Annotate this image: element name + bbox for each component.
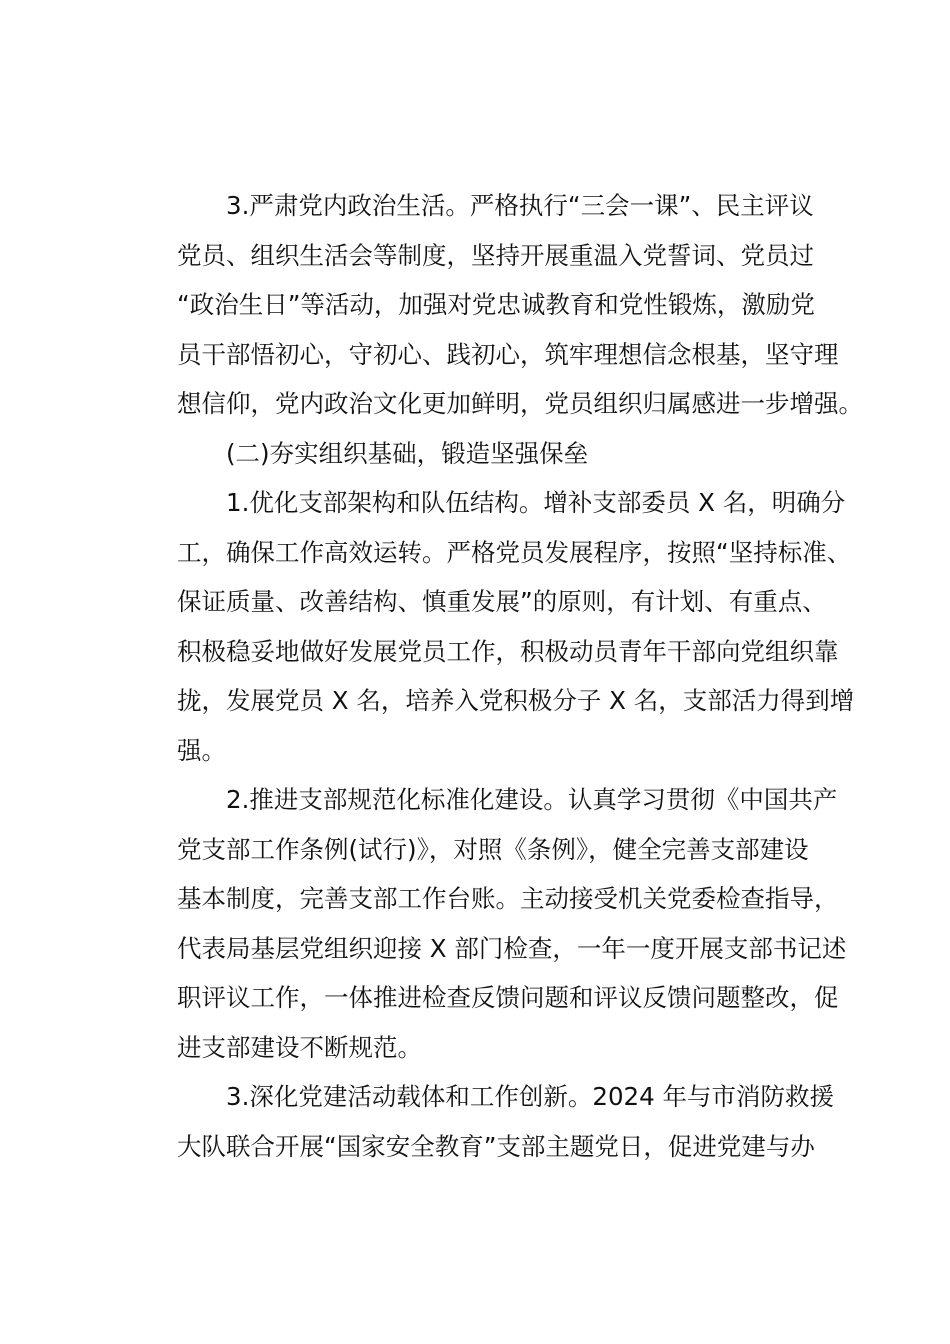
text-line: 保证质量、改善结构、慎重发展”的原则，有计划、有重点、 <box>177 587 827 616</box>
section-heading-text: (二)夯实组织基础，锻造坚强保垒 <box>226 438 589 468</box>
paragraph-branch-structure <box>128 478 855 775</box>
text-line: 基本制度，完善支部工作台账。主动接受机关党委检查指导， <box>177 884 839 913</box>
text-line: 1.优化支部架构和队伍结构。增补支部委员 X 名，明确分 <box>226 488 846 517</box>
paragraph-activity-innovation <box>128 1072 834 1171</box>
text-line: “政治生日”等活动，加强对党忠诚教育和党性锻炼，激励党 <box>177 290 815 319</box>
text-line: 代表局基层党组织迎接 X 部门检查，一年一度开展支部书记述 <box>177 933 847 963</box>
text-line: 员干部悟初心，守初心、践初心，筑牢理想信念根基，坚守理 <box>177 339 839 369</box>
text-line: 强。 <box>177 735 226 765</box>
document-body <box>128 181 863 1171</box>
text-line: 大队联合开展“国家安全教育”支部主题党日，促进党建与办 <box>177 1131 815 1161</box>
text-line: 2.推进支部规范化标准化建设。认真学习贯彻《中国共产 <box>226 785 838 814</box>
text-line: 积极稳妥地做好发展党员工作，积极动员青年干部向党组织靠 <box>177 636 839 666</box>
text-line: 想信仰，党内政治文化更加鲜明，党员组织归属感进一步增强。 <box>177 389 863 418</box>
text-line: 职评议工作，一体推进检查反馈问题和评议反馈问题整改，促 <box>177 983 839 1012</box>
text-line: 3.严肃党内政治生活。严格执行“三会一课”、民主评议 <box>226 191 814 220</box>
paragraph-political-life <box>128 181 863 429</box>
text-line: 党员、组织生活会等制度，坚持开展重温入党誓词、党员过 <box>177 240 814 270</box>
text-line: 拢，发展党员 X 名，培养入党积极分子 X 名，支部活力得到增 <box>177 686 855 715</box>
paragraph-branch-standardization <box>128 775 847 1072</box>
text-line: 工，确保工作高效运转。严格党员发展程序，按照“坚持标准、 <box>177 537 852 567</box>
text-line: 进支部建设不断规范。 <box>177 1032 422 1062</box>
section-heading <box>128 429 834 479</box>
text-line: 3.深化党建活动载体和工作创新。2024 年与市消防救援 <box>226 1082 835 1111</box>
text-line: 党支部工作条例(试行)》，对照《条例》，健全完善支部建设 <box>177 834 809 864</box>
